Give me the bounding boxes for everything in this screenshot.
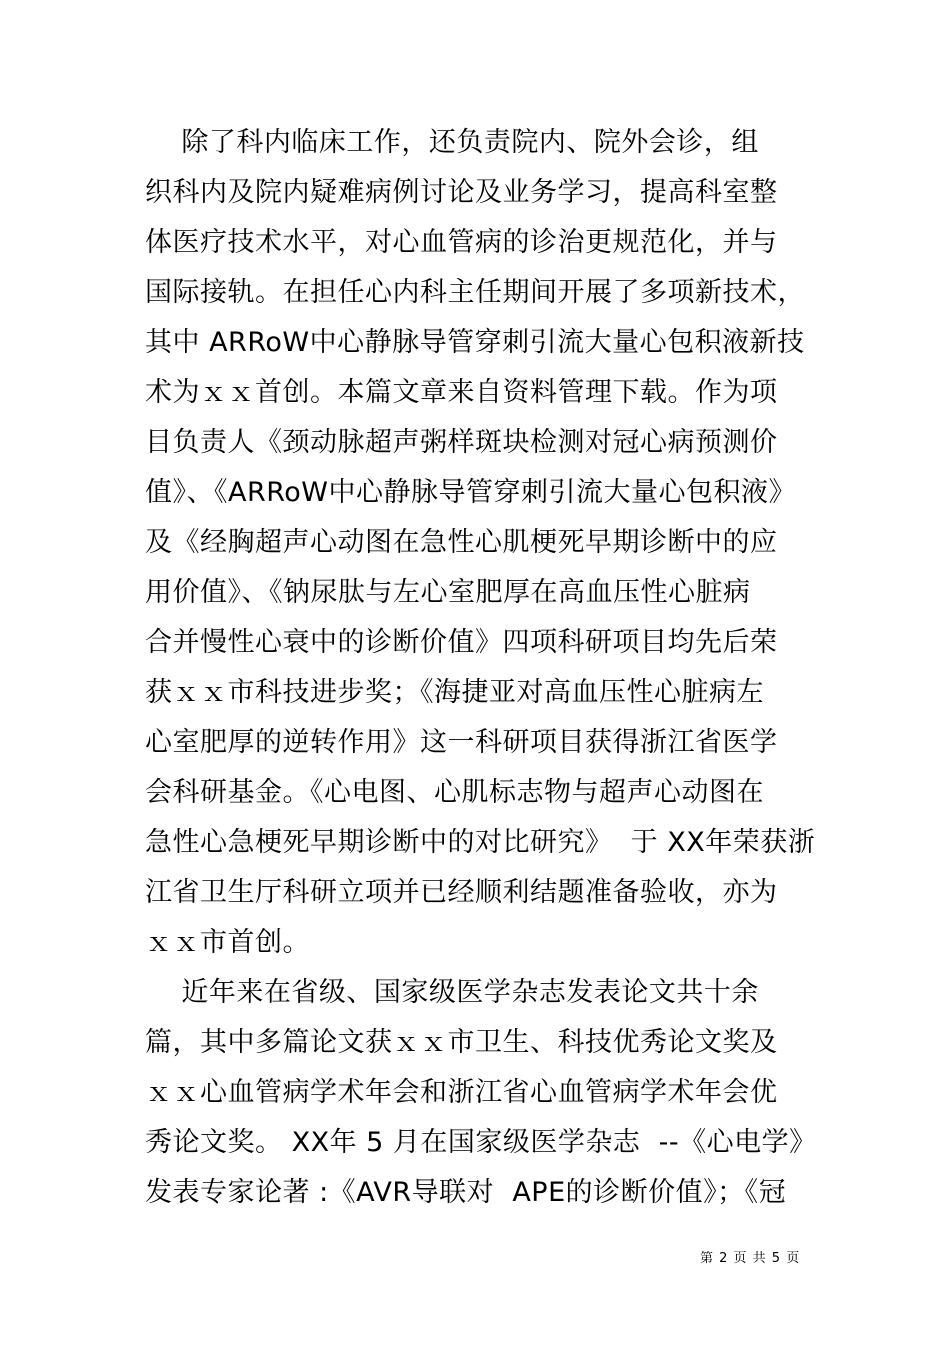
text-line: 除了科内临床工作，还负责院内、院外会诊，组 [145, 127, 759, 158]
text-line: 江省卫生厅科研立项并已经顺利结题准备验收，亦为 [145, 877, 778, 908]
text-line: 体医疗技术水平，对心血管病的诊治更规范化，并与 [145, 227, 778, 258]
text-line: 织科内及院内疑难病例讨论及业务学习，提高科室整 [145, 177, 778, 208]
text-line: ｘｘ心血管病学术年会和浙江省心血管病学术年会优 [145, 1077, 778, 1108]
page-footer: 第 2 页 共 5 页 [700, 1251, 801, 1266]
text-line: 术为ｘｘ首创。本篇文章来自资料管理下载。作为项 [145, 377, 778, 408]
text-line: 心室肥厚的逆转作用》这一科研项目获得浙江省医学 [145, 727, 778, 758]
text-line: 及《经胸超声心动图在急性心肌梗死早期诊断中的应 [145, 527, 778, 558]
text-line: 获ｘｘ市科技进步奖；《海捷亚对高血压性心脏病左 [145, 677, 764, 708]
text-line: 国际接轨。在担任心内科主任期间开展了多项新技术， [145, 277, 805, 308]
text-line: 其中 ARRoW中心静脉导管穿刺引流大量心包积液新技 [145, 327, 805, 358]
text-line: 近年来在省级、国家级医学杂志发表论文共十余 [145, 977, 759, 1008]
text-line: 会科研基金。《心电图、心肌标志物与超声心动图在 [145, 777, 764, 808]
text-line: 篇，其中多篇论文获ｘｘ市卫生、科技优秀论文奖及 [145, 1027, 778, 1058]
text-line: 值》、《ARRoW中心静脉导管穿刺引流大量心包积液》 [145, 477, 796, 508]
text-line: 发表专家论著 :《AVR导联对 APE的诊断价值》；《冠 [145, 1177, 787, 1208]
text-line: 急性心急梗死早期诊断中的对比研究》 于 XX年荣获浙 [145, 827, 816, 858]
text-line: 秀论文奖。 XX年 5 月在国家级医学杂志 --《心电学》 [145, 1127, 817, 1158]
text-line: 目负责人《颈动脉超声粥样斑块检测对冠心病预测价 [145, 427, 778, 458]
text-line: 合并慢性心衰中的诊断价值》四项科研项目均先后荣 [145, 627, 778, 658]
text-line: 用价值》、《钠尿肽与左心室肥厚在高血压性心脏病 [145, 577, 751, 608]
text-line: ｘｘ市首创。 [145, 927, 310, 958]
